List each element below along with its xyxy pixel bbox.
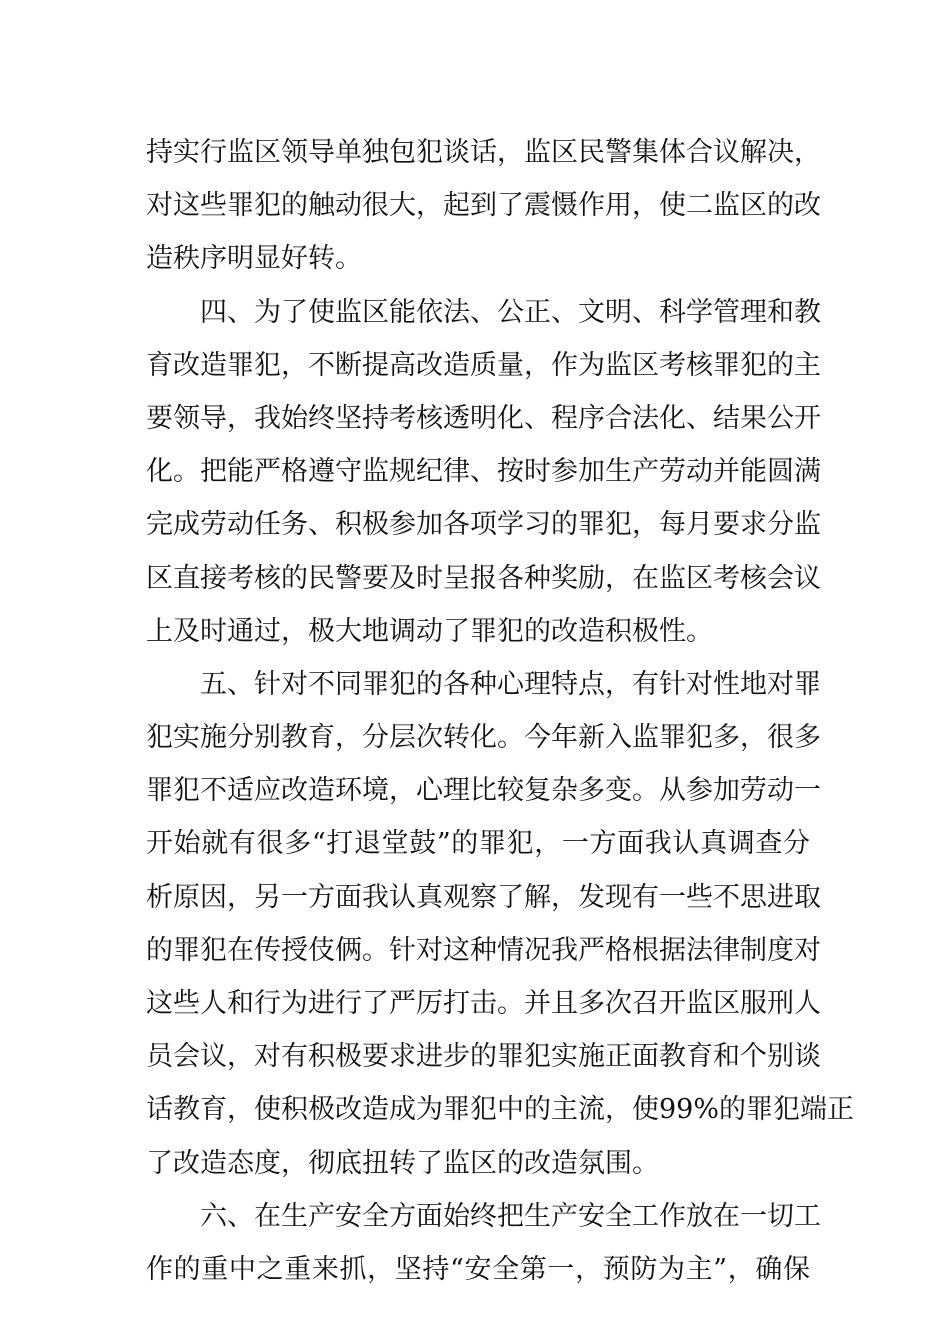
paragraph-start-line: 五、针对不同罪犯的各种心理特点，有针对性地对罪 (200, 668, 821, 700)
text-line: 化。把能严格遵守监规纪律、按时参加生产劳动并能圆满 (146, 456, 821, 488)
text-line: 罪犯不适应改造环境，心理比较复杂多变。从参加劳动一 (146, 775, 821, 807)
text-line: 上及时通过，极大地调动了罪犯的改造积极性。 (146, 615, 713, 647)
text-line: 这些人和行为进行了严厉打击。并且多次召开监区服刑人 (146, 988, 821, 1019)
text-line: 育改造罪犯，不断提高改造质量，作为监区考核罪犯的主 (146, 349, 821, 381)
text-line: 完成劳动任务、积极参加各项学习的罪犯，每月要求分监 (146, 509, 821, 541)
text-line: 持实行监区领导单独包犯谈话，监区民警集体合议解决， (146, 137, 821, 168)
text-line: 要领导，我始终坚持考核透明化、程序合法化、结果公开 (146, 402, 821, 434)
text-line: 了改造态度，彻底扭转了监区的改造氛围。 (146, 1147, 659, 1179)
document-body (146, 126, 855, 1296)
text-line: 的罪犯在传授伎俩。针对这种情况我严格根据法律制度对 (146, 934, 821, 966)
paragraph-start-line: 六、在生产安全方面始终把生产安全工作放在一切工 (200, 1200, 821, 1232)
text-line: 对这些罪犯的触动很大，起到了震慑作用，使二监区的改 (146, 190, 821, 222)
text-line: 作的重中之重来抓，坚持“安全第一，预防为主”，确保 (146, 1253, 810, 1285)
text-line: 开始就有很多“打退堂鼓”的罪犯，一方面我认真调查分 (146, 828, 810, 860)
text-line: 析原因，另一方面我认真观察了解，发现有一些不思进取 (146, 881, 821, 913)
text-line: 员会议，对有积极要求进步的罪犯实施正面教育和个别谈 (146, 1041, 821, 1073)
text-line: 区直接考核的民警要及时呈报各种奖励，在监区考核会议 (146, 562, 821, 594)
text-line: 造秩序明显好转。 (146, 243, 362, 275)
paragraph-start-line: 四、为了使监区能依法、公正、文明、科学管理和教 (200, 296, 821, 328)
text-line: 话教育，使积极改造成为罪犯中的主流，使99%的罪犯端正 (146, 1094, 855, 1126)
text-line: 犯实施分别教育，分层次转化。今年新入监罪犯多，很多 (146, 722, 821, 754)
